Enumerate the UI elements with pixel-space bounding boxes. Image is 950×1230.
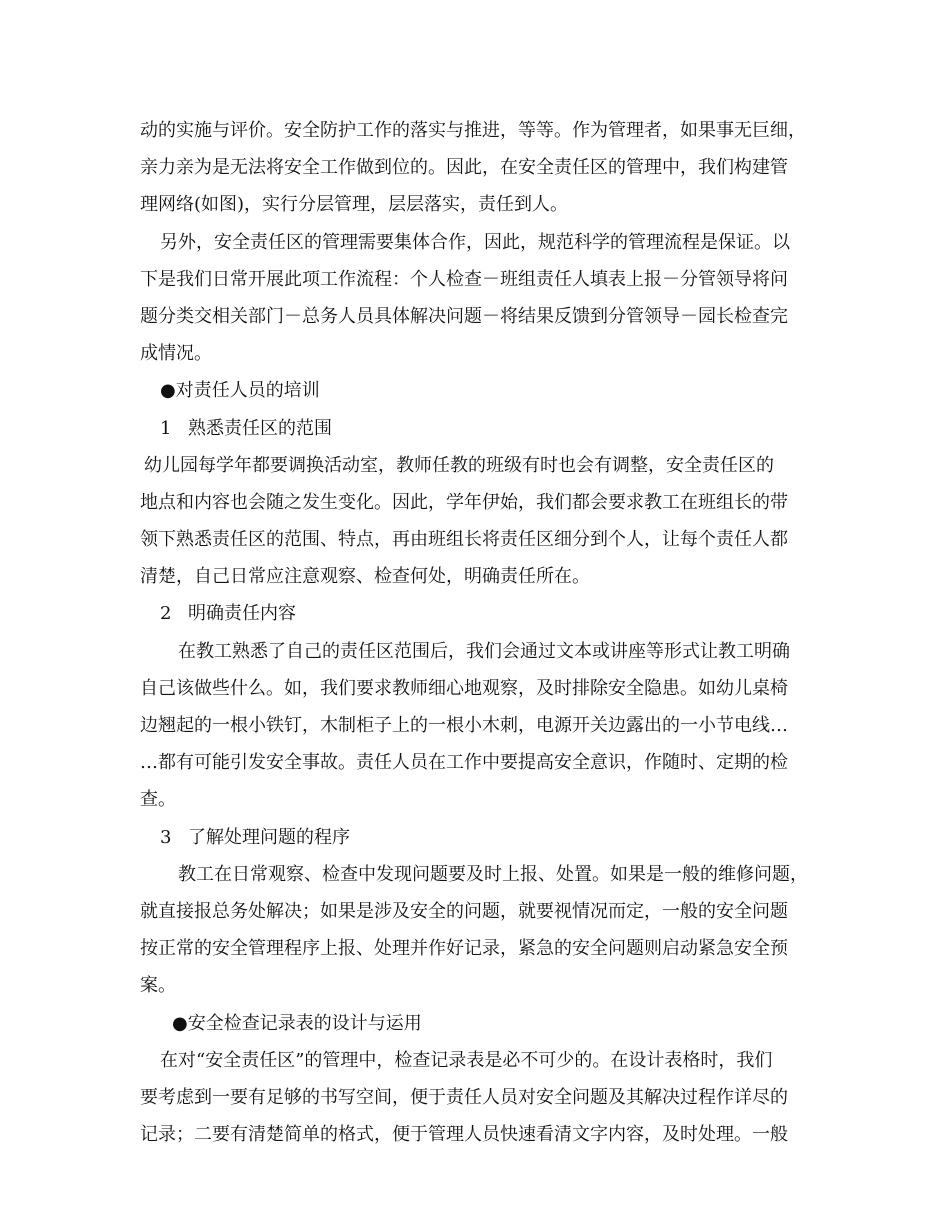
paragraph-line: 另外，安全责任区的管理需要集体合作，因此，规范科学的管理流程是保证。以	[160, 231, 790, 253]
paragraph-line: 清楚，自己日常应注意观察、检查何处，明确责任所在。	[140, 566, 590, 588]
paragraph-line: 在对“安全责任区”的管理中，检查记录表是必不可少的。在设计表格时，我们	[160, 1049, 773, 1071]
paragraph-line: 记录；二要有清楚简单的格式，便于管理人员快速看清文字内容，及时处理。一般	[140, 1124, 788, 1146]
paragraph-line: 地点和内容也会随之发生变化。因此，学年伊始，我们都会要求教工在班组长的带	[140, 491, 788, 513]
section-heading: ●对责任人员的培训	[160, 380, 320, 402]
paragraph-line: 要考虑到一要有足够的书写空间，便于责任人员对安全问题及其解决过程作详尽的	[140, 1086, 788, 1108]
paragraph-line: 幼儿园每学年都要调换活动室，教师任教的班级有时也会有调整，安全责任区的	[144, 454, 774, 476]
document-body	[140, 112, 820, 1153]
subsection-title: 了解处理问题的程序	[188, 826, 350, 848]
paragraph-line: 案。	[140, 975, 176, 997]
paragraph-line: 在教工熟悉了自己的责任区范围后，我们会通过文本或讲座等形式让教工明确	[178, 640, 790, 662]
paragraph-line: …都有可能引发安全事故。责任人员在工作中要提高安全意识，作随时、定期的检	[140, 752, 788, 774]
paragraph-line: 自己该做些什么。如，我们要求教师细心地观察，及时排除安全隐患。如幼儿桌椅	[140, 677, 788, 699]
paragraph-line: 下是我们日常开展此项工作流程：个人检查－班组责任人填表上报－分管领导将问	[140, 268, 788, 290]
paragraph-line: 查。	[140, 789, 176, 811]
subsection-title: 明确责任内容	[188, 603, 296, 625]
paragraph-line: 边翘起的一根小铁钉，木制柜子上的一根小木刺，电源开关边露出的一小节电线…	[140, 715, 788, 736]
paragraph-line: 题分类交相关部门－总务人员具体解决问题－将结果反馈到分管领导－园长检查完	[140, 305, 788, 327]
subsection-number: 3	[160, 826, 172, 848]
subsection-heading	[140, 595, 820, 632]
paragraph-line: 亲力亲为是无法将安全工作做到位的。因此，在安全责任区的管理中，我们构建管	[140, 157, 788, 179]
subsection-number: 2	[160, 603, 172, 625]
subsection-heading	[140, 819, 820, 856]
paragraph-line: 按正常的安全管理程序上报、处理并作好记录，紧急的安全问题则启动紧急安全预	[140, 938, 788, 960]
paragraph-line: 就直接报总务处解决；如果是涉及安全的问题，就要视情况而定，一般的安全问题	[140, 900, 788, 922]
paragraph-line: 成情况。	[140, 343, 212, 365]
subsection-heading	[140, 410, 820, 447]
paragraph-line: 领下熟悉责任区的范围、特点，再由班组长将责任区细分到个人，让每个责任人都	[140, 529, 788, 551]
section-heading: ●安全检查记录表的设计与运用	[172, 1012, 422, 1034]
paragraph-line: 理网络(如图)，实行分层管理，层层落实，责任到人。	[140, 194, 569, 216]
subsection-number: 1	[160, 417, 172, 439]
subsection-title: 熟悉责任区的范围	[188, 417, 332, 439]
paragraph-line: 动的实施与评价。安全防护工作的落实与推进，等等。作为管理者，如果事无巨细，	[140, 120, 806, 141]
paragraph-line: 教工在日常观察、检查中发现问题要及时上报、处置。如果是一般的维修问题，	[178, 863, 808, 885]
